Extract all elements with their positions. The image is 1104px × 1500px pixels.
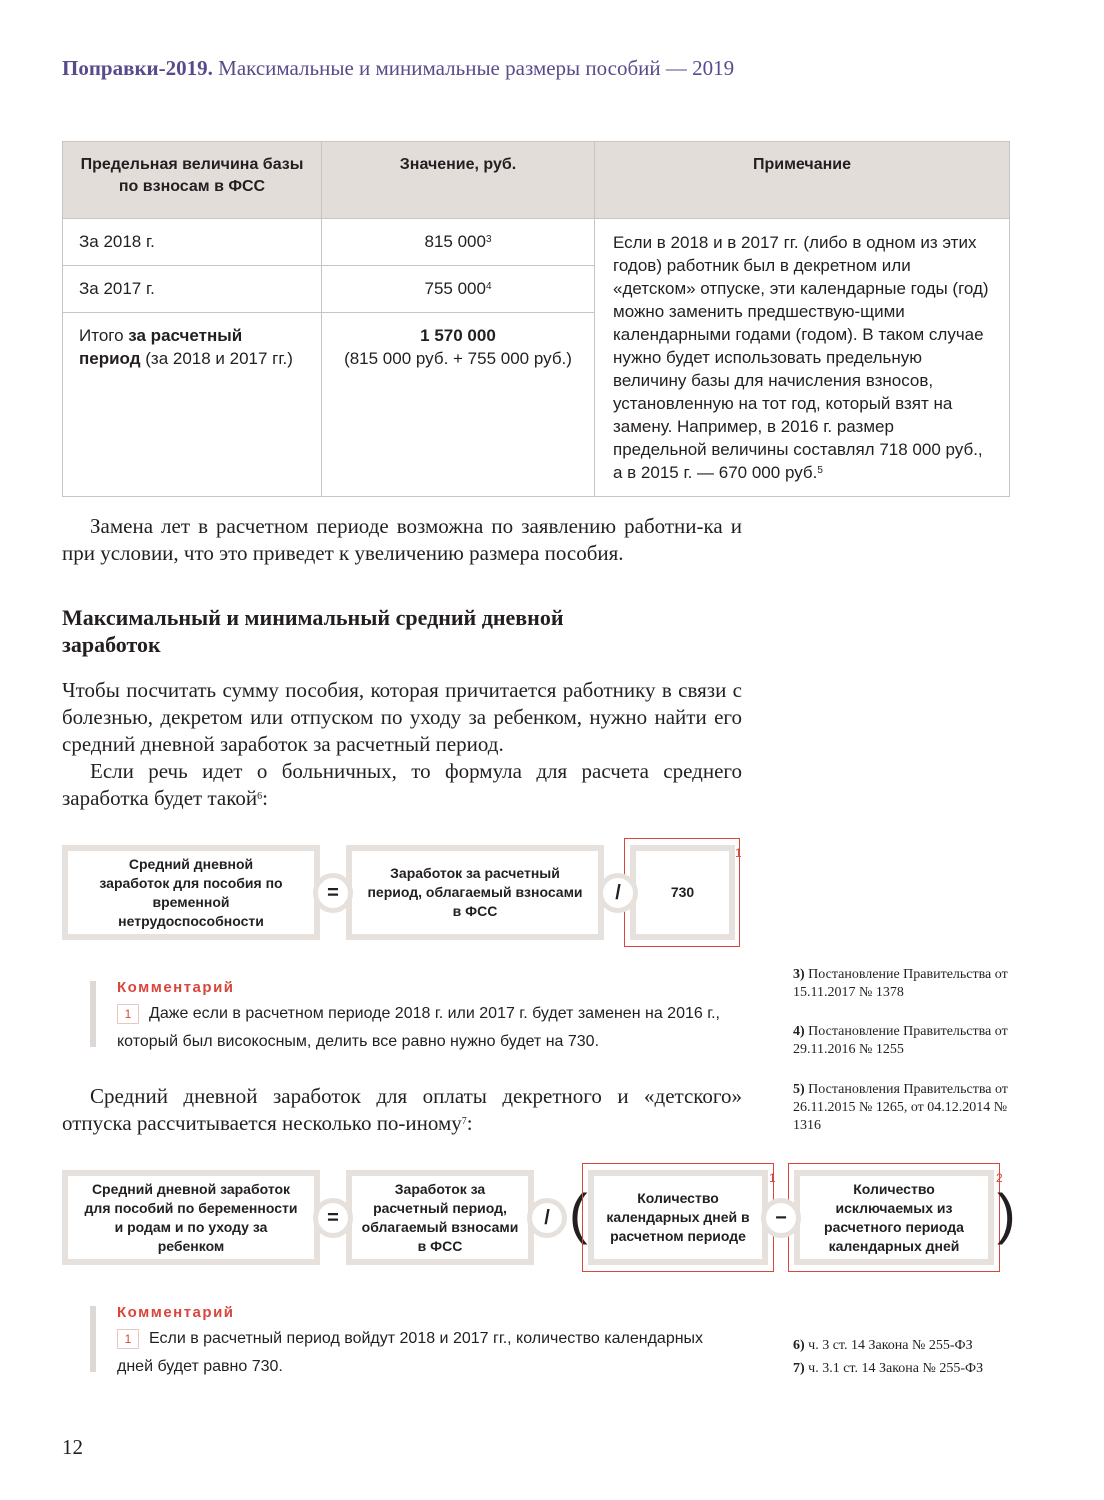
paragraph-year-replacement: Замена лет в расчетном периоде возможна по заявлению работни-ка и при условии, что это приведет к увеличению размера пособия. xyxy=(62,514,742,565)
paragraph-maternity: Средний дневной заработок для оплаты декретного и «детского» отпуска рассчитывается несколько по-иному$^7$: xyxy=(62,1084,742,1135)
formula2-box-b: Количество исключаемых из расчетного периода календарных дней xyxy=(794,1170,994,1265)
running-header xyxy=(62,56,734,81)
comment2-num: 1 xyxy=(117,1329,139,1349)
formula2-left-box: Средний дневной заработок для пособий по беременности и родам и по уходу за ребенком xyxy=(62,1170,320,1265)
table-header-base: Предельная величина базы по взносам в ФСС xyxy=(63,142,322,219)
comment2-bar xyxy=(90,1306,96,1372)
row-label: За 2017 г. xyxy=(63,266,322,313)
open-parenthesis: ( xyxy=(569,1182,588,1245)
equals-sign: = xyxy=(313,873,353,913)
row-label: За 2018 г. xyxy=(63,219,322,266)
footnote-6: 6) ч. 3 ст. 14 Закона № 255-ФЗ xyxy=(793,1338,973,1353)
table-note: Если в 2018 и в 2017 гг. (либо в одном из этих годов) работник был в декретном или «детском» отпуске, эти календарные годы (год) можно заменить предшествую-щими календарными годами (годом). В таком случае нужно будет использовать предельную величину базы для начисления взносов, установленную на тот год, который взят на замену. Например, в 2016 г. размер предельной величины составлял 718 000 руб., а в 2015 г. — 670 000 руб.$^5$ xyxy=(595,219,1010,497)
page-number: 12 xyxy=(62,1435,83,1459)
comment1-text: 1 Даже если в расчетном периоде 2018 г. или 2017 г. будет заменен на 2016 г., который был високосным, делить все равно нужно будет на 730. xyxy=(117,1005,720,1050)
table-header-note: Примечание xyxy=(595,142,1010,219)
fss-base-table xyxy=(62,141,1010,497)
paragraph-intro: Чтобы посчитать сумму пособия, которая причитается работнику в связи с болезнью, декретом или отпуском по уходу за ребенком, нужно найти его средний дневной заработок за расчетный период. xyxy=(62,678,742,756)
formula1-left-box: Средний дневной заработок для пособия по временной нетрудоспособности xyxy=(62,845,320,940)
total-value: 1 570 000 (815 000 руб. + 755 000 руб.) xyxy=(322,313,595,497)
formula2-mark-a: 1 xyxy=(769,1171,776,1185)
minus-sign: − xyxy=(761,1198,801,1238)
comment1-bar xyxy=(90,981,96,1047)
comment1-num: 1 xyxy=(117,1004,139,1024)
comment2-title: Комментарий xyxy=(117,1304,235,1321)
row-value: 755 $000^4$ xyxy=(322,266,595,313)
formula2-middle-box: Заработок за расчетный период, облагаемый взносами в ФСС xyxy=(346,1170,534,1265)
table-header-value: Значение, руб. xyxy=(322,142,595,219)
footnote-4: 4) Постановление Правительства от 29.11.2016 № 1255 xyxy=(793,1024,1008,1057)
footnote-5: 5) Постановления Правительства от 26.11.2015 № 1265, от 04.12.2014 № 1316 xyxy=(793,1082,1008,1133)
equals-sign: = xyxy=(313,1198,353,1238)
section-heading: Максимальный и минимальный средний дневной заработок xyxy=(62,605,564,657)
paragraph-sick-leave: Если речь идет о больничных, то формула для расчета среднего заработка будет такой$^6$: xyxy=(62,759,742,810)
comment2-text: 1 Если в расчетный период войдут 2018 и 2017 гг., количество календарных дней будет равно 730. xyxy=(117,1330,704,1375)
formula1-mark: 1 xyxy=(735,846,742,860)
footnote-3: 3) Постановление Правительства от 15.11.2017 № 1378 xyxy=(793,967,1008,1000)
formula1-middle-box: Заработок за расчетный период, облагаемый взносами в ФСС xyxy=(346,845,604,940)
close-parenthesis: ) xyxy=(997,1182,1016,1245)
formula2-box-a: Количество календарных дней в расчетном периоде xyxy=(588,1170,768,1265)
table-row xyxy=(63,219,1010,266)
footnote-7: 7) ч. 3.1 ст. 14 Закона № 255-ФЗ xyxy=(793,1361,984,1376)
header-title: Максимальные и минимальные размеры пособий — 2019 xyxy=(218,56,735,80)
comment1-title: Комментарий xyxy=(117,979,235,996)
formula2-mark-b: 2 xyxy=(996,1171,1003,1185)
division-sign: / xyxy=(598,873,638,913)
formula1-right-box: 730 xyxy=(630,845,735,940)
header-bold: Поправки-2019. xyxy=(62,56,213,80)
row-value: 815 $000^3$ xyxy=(322,219,595,266)
division-sign: / xyxy=(527,1198,567,1238)
total-label: Итого за расчетный период (за 2018 и 2017 гг.) xyxy=(63,313,322,497)
